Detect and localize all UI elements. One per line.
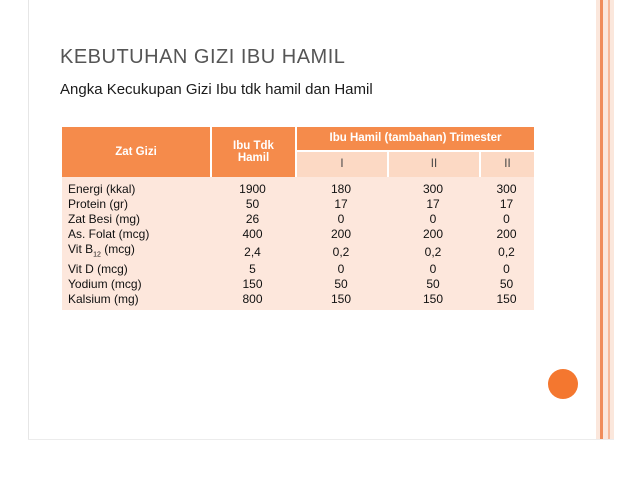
cell-trimester-1: 200 xyxy=(295,227,387,242)
cell-trimester-2: 150 xyxy=(387,292,479,310)
cell-trimester-2: 0 xyxy=(387,212,479,227)
cell-ibu-tdk-hamil: 2,4 xyxy=(210,242,295,262)
table-row xyxy=(62,292,534,310)
cell-trimester-3: 0 xyxy=(479,212,534,227)
cell-trimester-1: 0 xyxy=(295,212,387,227)
row-name-suffix: (mcg) xyxy=(100,242,135,256)
row-name: Yodium (mcg) xyxy=(62,277,210,292)
row-name: Vit D (mcg) xyxy=(62,262,210,277)
table-row xyxy=(62,277,534,292)
table-row xyxy=(62,262,534,277)
cell-trimester-2: 50 xyxy=(387,277,479,292)
table-row xyxy=(62,177,534,197)
cell-trimester-3: 50 xyxy=(479,277,534,292)
cell-ibu-tdk-hamil: 800 xyxy=(210,292,295,310)
row-name: Energi (kkal) xyxy=(62,177,210,197)
row-name: Zat Besi (mg) xyxy=(62,212,210,227)
cell-trimester-2: 0 xyxy=(387,262,479,277)
cell-trimester-3: 300 xyxy=(479,177,534,197)
decorative-stripe xyxy=(608,0,610,440)
table-header-row xyxy=(62,127,534,150)
cell-trimester-2: 200 xyxy=(387,227,479,242)
cell-ibu-tdk-hamil: 400 xyxy=(210,227,295,242)
cell-ibu-tdk-hamil: 1900 xyxy=(210,177,295,197)
decorative-side-band xyxy=(596,0,614,440)
nutrition-table xyxy=(62,127,534,310)
header-zat-gizi: Zat Gizi xyxy=(62,127,210,177)
cell-trimester-1: 17 xyxy=(295,197,387,212)
row-name-prefix: Vit B xyxy=(68,242,94,256)
cell-trimester-3: 150 xyxy=(479,292,534,310)
table-row xyxy=(62,227,534,242)
decorative-stripe xyxy=(600,0,603,440)
header-trimester-2: II xyxy=(387,150,479,177)
cell-trimester-1: 50 xyxy=(295,277,387,292)
cell-trimester-1: 180 xyxy=(295,177,387,197)
header-ibu-line1: Ibu Tdk xyxy=(233,140,274,152)
cell-trimester-1: 0 xyxy=(295,262,387,277)
decorative-orange-dot xyxy=(548,369,578,399)
header-ibu-line2: Hamil xyxy=(237,152,270,164)
row-name: As. Folat (mcg) xyxy=(62,227,210,242)
header-ibu-tdk-hamil xyxy=(210,127,295,177)
cell-trimester-2: 17 xyxy=(387,197,479,212)
table-row xyxy=(62,212,534,227)
header-trimester-3: II xyxy=(479,150,534,177)
cell-trimester-2: 0,2 xyxy=(387,242,479,262)
table-row xyxy=(62,242,534,262)
cell-ibu-tdk-hamil: 150 xyxy=(210,277,295,292)
cell-trimester-3: 17 xyxy=(479,197,534,212)
cell-trimester-3: 0 xyxy=(479,262,534,277)
header-trimester-1: I xyxy=(295,150,387,177)
table-row xyxy=(62,197,534,212)
cell-ibu-tdk-hamil: 50 xyxy=(210,197,295,212)
row-name: Protein (gr) xyxy=(62,197,210,212)
cell-ibu-tdk-hamil: 26 xyxy=(210,212,295,227)
cell-trimester-3: 0,2 xyxy=(479,242,534,262)
header-trimester: Ibu Hamil (tambahan) Trimester xyxy=(295,127,534,150)
row-name xyxy=(62,242,210,262)
cell-trimester-2: 300 xyxy=(387,177,479,197)
cell-trimester-1: 0,2 xyxy=(295,242,387,262)
cell-ibu-tdk-hamil: 5 xyxy=(210,262,295,277)
slide-bottom-border xyxy=(28,439,614,440)
cell-trimester-3: 200 xyxy=(479,227,534,242)
row-name-subscript: 12 xyxy=(93,251,101,259)
cell-trimester-1: 150 xyxy=(295,292,387,310)
slide-subtitle: Angka Kecukupan Gizi Ibu tdk hamil dan Hamil xyxy=(60,81,373,98)
row-name: Kalsium (mg) xyxy=(62,292,210,310)
slide-title: KEBUTUHAN GIZI IBU HAMIL xyxy=(60,46,346,68)
